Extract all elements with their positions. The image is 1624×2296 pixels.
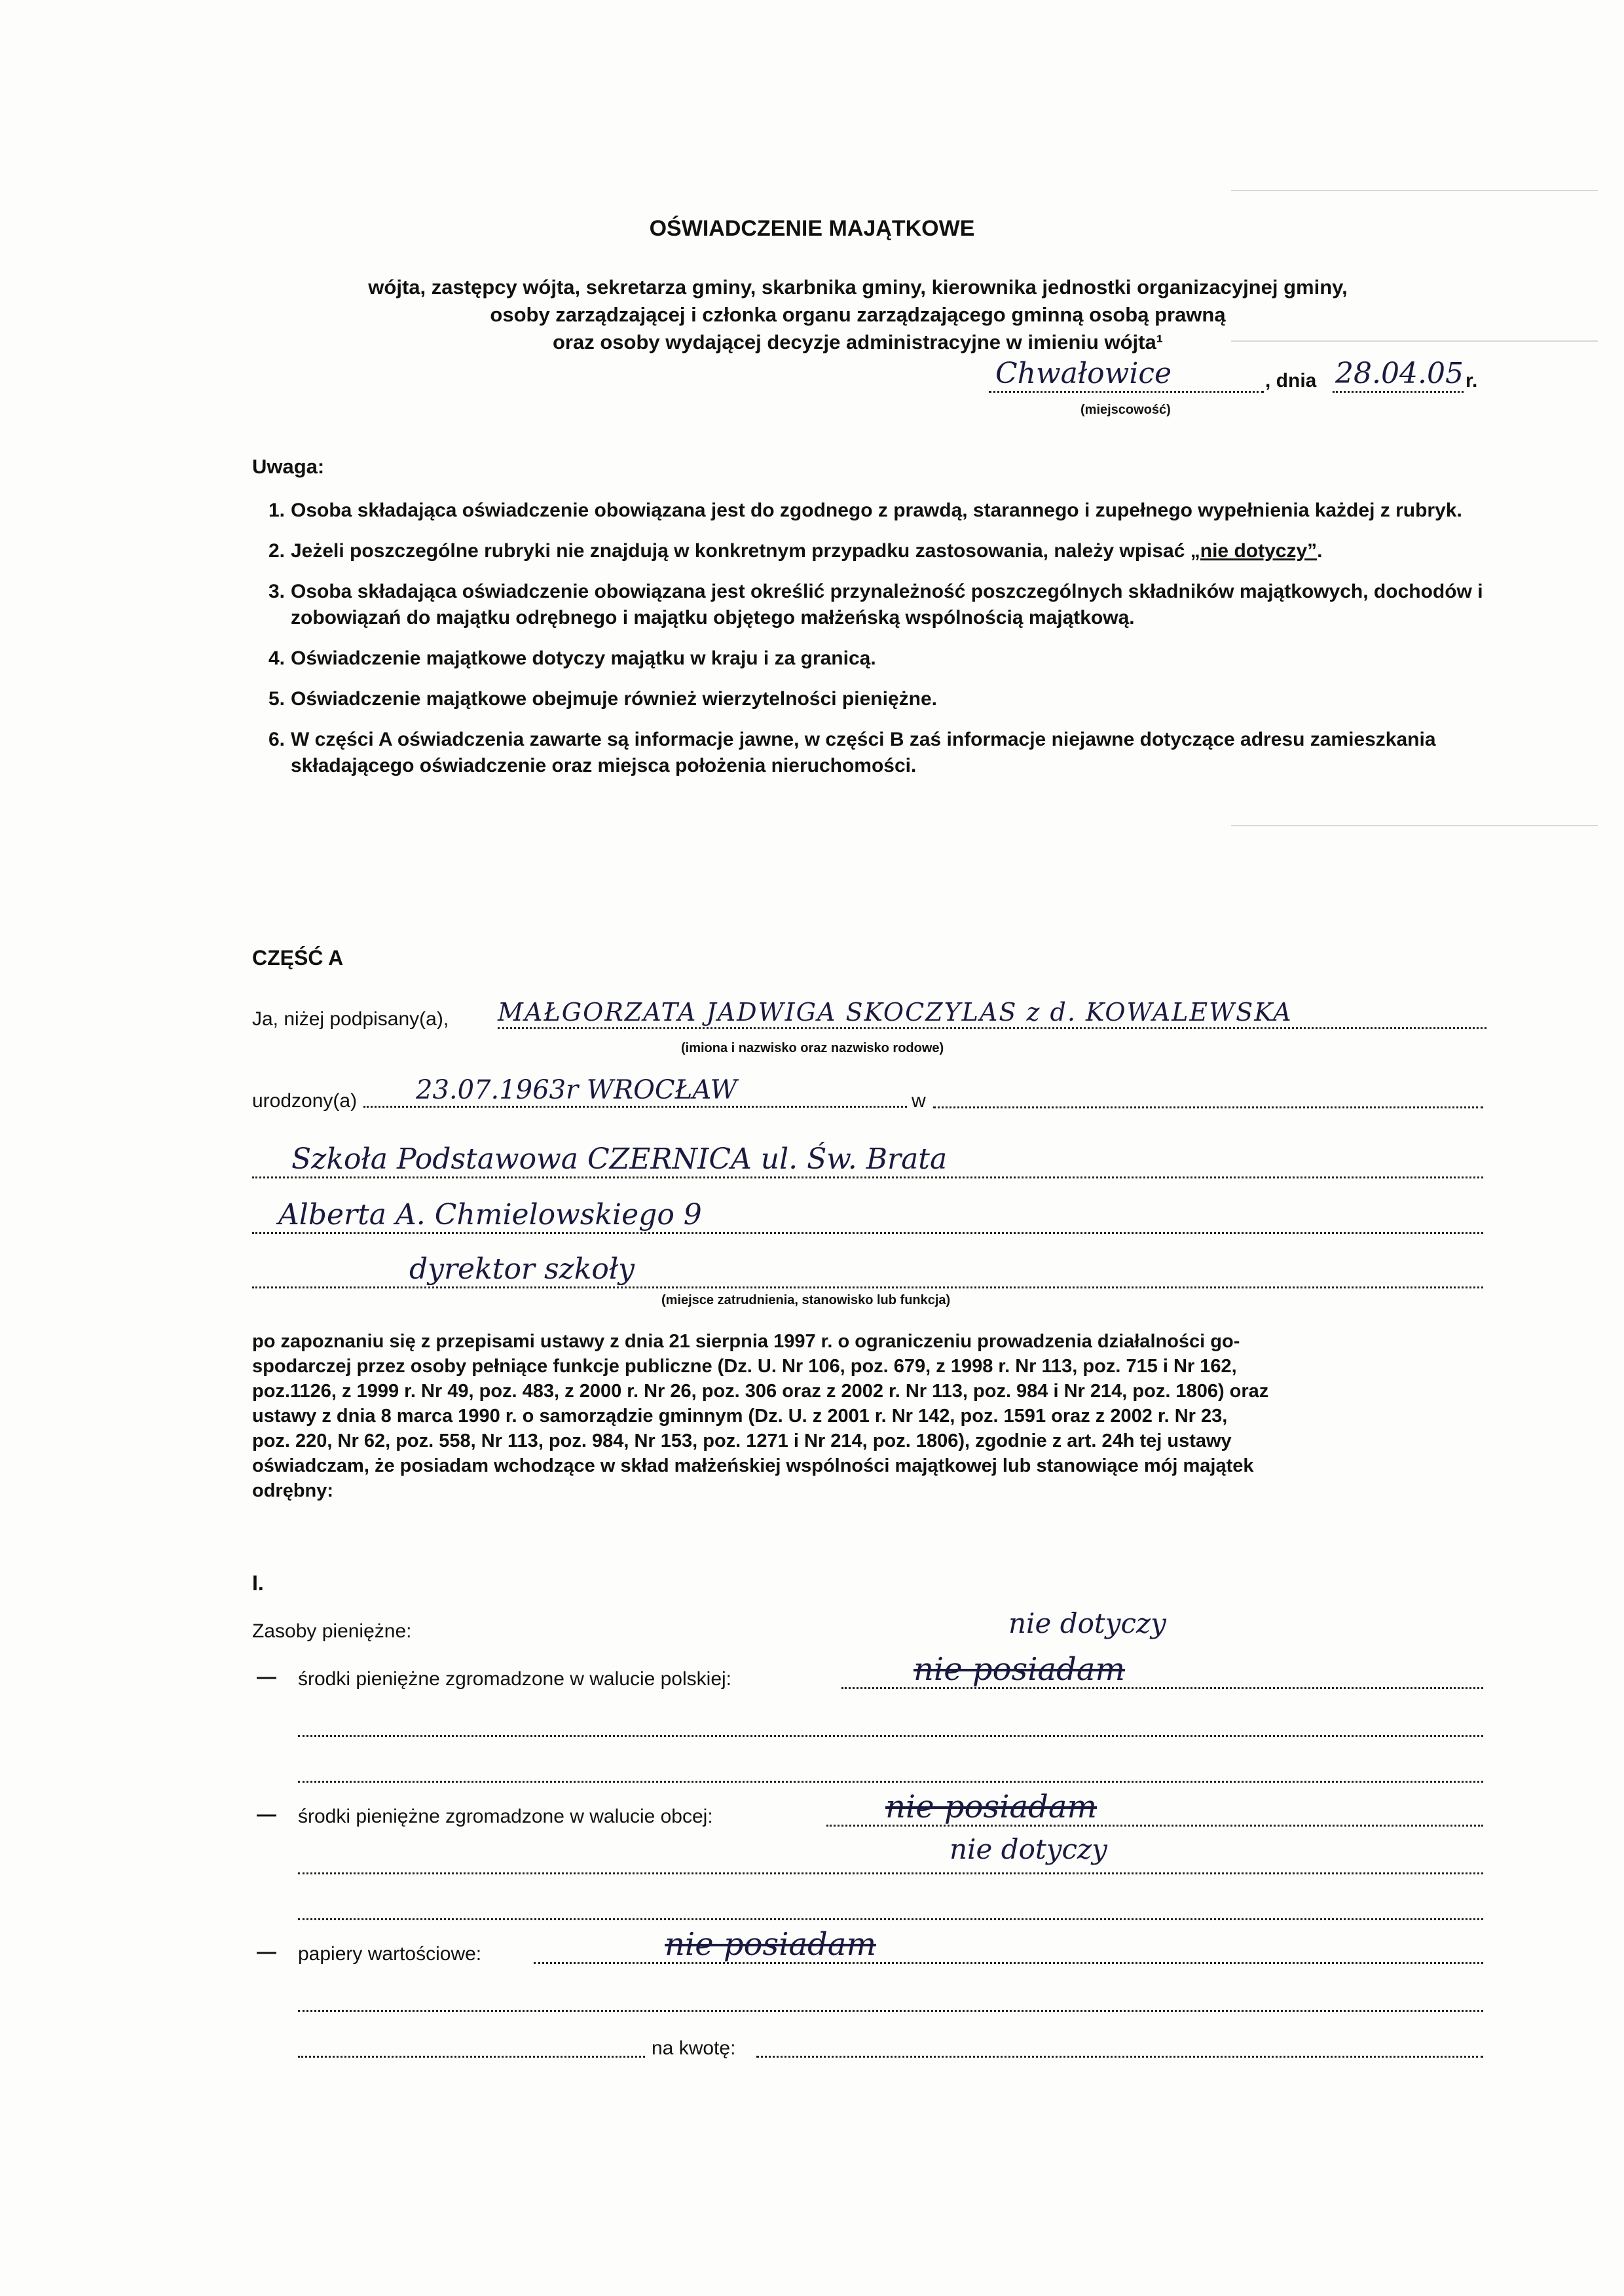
name-field[interactable]	[498, 989, 1486, 1029]
date-value: 28.04.05	[1335, 357, 1464, 390]
bleed-through-line	[1231, 825, 1598, 826]
item-label: środki pieniężne zgromadzone w walucie polskiej:	[298, 1668, 732, 1690]
foreign-funds-field[interactable]	[826, 1787, 1483, 1827]
note-item	[268, 646, 1486, 672]
birthplace-field-line[interactable]	[933, 1106, 1483, 1108]
note-number: 5.	[268, 688, 286, 710]
note-number: 4.	[268, 647, 286, 669]
subtitle-line: wójta, zastępcy wójta, sekretarza gminy, skarbnika gminy, kierownika jednostki organizacyjnej gminy,	[368, 276, 1348, 299]
part-a-heading: CZĘŚĆ A	[252, 946, 344, 970]
securities-field[interactable]	[534, 1925, 1483, 1964]
statement-line: po zapoznaniu się z przepisami ustawy z dnia 21 sierpnia 1997 r. o ograniczeniu prowadzenia działalności go-	[252, 1331, 1240, 1352]
note-item	[268, 727, 1486, 779]
note-number: 1.	[268, 500, 286, 521]
name-field-line	[498, 1027, 1486, 1029]
section-i-heading: Zasoby pieniężne:	[252, 1620, 412, 1642]
place-field[interactable]	[989, 357, 1264, 393]
pln-funds-extra-line[interactable]	[298, 1735, 1483, 1737]
statement-line: spodarczej przez osoby pełniące funkcje publiczne (Dz. U. Nr 106, poz. 679, z 1998 r. Nr 113, poz. 715 i Nr 162,	[252, 1356, 1237, 1377]
employment-value: dyrektor szkoły	[409, 1252, 635, 1286]
pln-funds-note: nie dotyczy	[1008, 1607, 1166, 1639]
born-field[interactable]	[363, 1067, 907, 1108]
pln-funds-extra-line[interactable]	[298, 1781, 1483, 1783]
amount-label: na kwotę:	[652, 2037, 736, 2059]
place-caption: (miejscowość)	[1080, 403, 1171, 417]
securities-extra-line[interactable]	[298, 2056, 645, 2058]
pln-funds-field[interactable]	[841, 1650, 1483, 1689]
document-title: OŚWIADCZENIE MAJĄTKOWE	[649, 216, 975, 241]
note-text: Oświadczenie majątkowe dotyczy majątku w kraju i za granicą.	[291, 647, 876, 669]
note-number: 2.	[268, 540, 286, 562]
date-field[interactable]	[1333, 357, 1464, 393]
date-field-line	[1333, 391, 1464, 393]
item-label: środki pieniężne zgromadzone w walucie obcej:	[298, 1806, 713, 1827]
subtitle-line: osoby zarządzającej i członka organu zarządzającego gminną osobą prawną	[490, 303, 1226, 326]
year-suffix: r.	[1466, 370, 1478, 392]
statement-line: poz. 220, Nr 62, poz. 558, Nr 113, poz. 984, Nr 153, poz. 1271 i Nr 214, poz. 1806), zgodnie z art. 24h tej ustawy	[252, 1430, 1232, 1451]
note-item	[268, 498, 1486, 524]
statement-line: poz.1126, z 1999 r. Nr 49, poz. 483, z 2000 r. Nr 26, poz. 306 oraz z 2002 r. Nr 113, poz. 984 i Nr 214, poz. 1806) oraz	[252, 1381, 1269, 1402]
place-field-line	[989, 391, 1264, 393]
foreign-funds-extra-line[interactable]	[298, 1872, 1483, 1874]
note-number: 3.	[268, 581, 286, 602]
notes-list	[268, 498, 1486, 779]
place-value: Chwałowice	[995, 357, 1172, 390]
item-dash: —	[257, 1804, 276, 1825]
item-label: papiery wartościowe:	[298, 1943, 482, 1965]
statement-line: odrębny:	[252, 1480, 334, 1501]
employment-field-line	[252, 1176, 1483, 1178]
securities-value: nie posiadam	[665, 1926, 877, 1963]
note-text: W części A oświadczenia zawarte są informacje jawne, w części B zaś informacje niejawne dotyczące adresu zamieszkania składającego oświadczenie oraz miejsca położenia nieruchomości.	[291, 729, 1436, 776]
statement-paragraph	[252, 1329, 1490, 1503]
note-item	[268, 538, 1486, 564]
employment-value: Szkoła Podstawowa CZERNICA ul. Św. Brata	[291, 1142, 948, 1176]
note-text: Jeżeli poszczególne rubryki nie znajdują w konkretnym przypadku zastosowania, należy wpisać	[291, 540, 1185, 562]
w-label: w	[912, 1090, 926, 1112]
statement-line: oświadczam, że posiadam wchodzące w skład małżeńskiej wspólności majątkowej lub stanowiące mój majątek	[252, 1455, 1254, 1476]
note-tail: .	[1317, 540, 1323, 562]
date-label: , dnia	[1265, 370, 1317, 392]
foreign-funds-extra-line[interactable]	[298, 1918, 1483, 1920]
born-label: urodzony(a)	[252, 1090, 358, 1112]
pln-funds-value: nie posiadam	[913, 1651, 1126, 1688]
document-subtitle	[236, 274, 1480, 356]
amount-field[interactable]	[756, 2056, 1483, 2058]
note-number: 6.	[268, 729, 286, 750]
section-i-numeral: I.	[252, 1571, 264, 1595]
employment-caption: (miejsce zatrudnienia, stanowisko lub funkcja)	[661, 1293, 951, 1307]
employment-value: Alberta A. Chmielowskiego 9	[278, 1198, 702, 1231]
name-caption: (imiona i nazwisko oraz nazwisko rodowe)	[681, 1041, 944, 1055]
notes-heading: Uwaga:	[252, 455, 325, 478]
employment-field-line	[252, 1232, 1483, 1234]
note-item	[268, 579, 1486, 631]
note-emphasis: „nie dotyczy”	[1190, 540, 1318, 562]
signed-label: Ja, niżej podpisany(a),	[252, 1008, 449, 1030]
statement-line: ustawy z dnia 8 marca 1990 r. o samorządzie gminnym (Dz. U. z 2001 r. Nr 142, poz. 1591 oraz z 2002 r. Nr 23,	[252, 1406, 1228, 1427]
bleed-through-line	[1231, 190, 1598, 191]
note-item	[268, 686, 1486, 712]
employment-field-3[interactable]	[252, 1236, 1483, 1288]
foreign-funds-value: nie posiadam	[885, 1789, 1098, 1825]
employment-field-1[interactable]	[252, 1126, 1483, 1178]
foreign-funds-note: nie dotyczy	[950, 1833, 1107, 1865]
note-text: Oświadczenie majątkowe obejmuje również wierzytelności pieniężne.	[291, 688, 937, 710]
name-value: MAŁGORZATA JADWIGA SKOCZYLAS z d. KOWALEWSKA	[498, 998, 1293, 1027]
note-text: Osoba składająca oświadczenie obowiązana jest określić przynależność poszczególnych składników majątkowych, dochodów i zobowiązań do majątku odrębnego i majątku objętego małżeńską wspólnością majątkową.	[291, 581, 1483, 629]
employment-field-2[interactable]	[252, 1182, 1483, 1234]
employment-field-line	[252, 1286, 1483, 1288]
note-text: Osoba składająca oświadczenie obowiązana jest do zgodnego z prawdą, starannego i zupełnego wypełnienia każdej z rubryk.	[291, 500, 1462, 521]
item-dash: —	[257, 1941, 276, 1963]
item-dash: —	[257, 1666, 276, 1688]
born-field-line	[363, 1106, 907, 1108]
securities-extra-line[interactable]	[298, 2010, 1483, 2012]
subtitle-line: oraz osoby wydającej decyzje administracyjne w imieniu wójta¹	[552, 331, 1164, 354]
born-value: 23.07.1963r WROCŁAW	[416, 1075, 737, 1105]
